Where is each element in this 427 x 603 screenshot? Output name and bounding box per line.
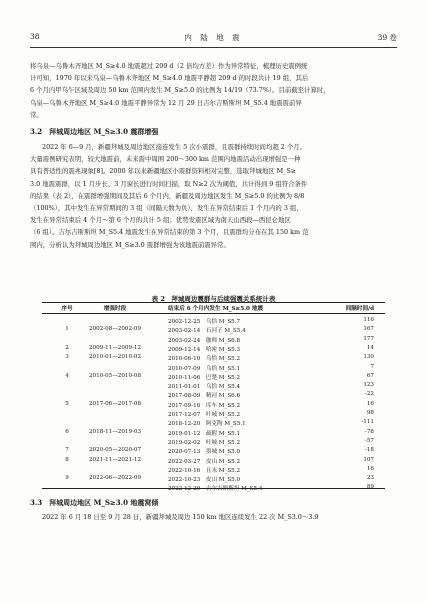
table-cell-period: 2017-06—2017-08 <box>88 400 142 407</box>
text-line: 2022 年 6 月 18 日至 9 月 28 日，新疆拜城及周边 150 km 地区连续发生 22 次 M_S3.0～3.9 <box>42 513 319 521</box>
text-line: 计可知，1970 年以来乌泉—乌鲁木齐地区 M_S≥4.0 地震平静超 209 d 的时段共计 19 组，其后 <box>30 74 309 83</box>
table-top-rule <box>42 302 385 303</box>
table-cell-event: 2019-01-12 疏附 M_S5.1 <box>168 430 241 437</box>
table-cell-event: 2009-12-14 哈密 M_S5.3 <box>168 346 241 353</box>
text-line: 6 个月内甲乌乍区域及周边 50 km 范围内发生 M_S≥5.0 的比例为 14/19（73.7%）。目前截至计算时， <box>30 86 330 95</box>
table-cell-no: 8 <box>65 456 69 463</box>
table-cell-no: 6 <box>65 428 69 435</box>
table-cell-days: 14 <box>366 344 374 351</box>
table-header-no: 序号 <box>61 306 73 312</box>
table-cell-days: 23 <box>366 475 374 482</box>
table-cell-event: 2018-12-20 阿克陶 M_S5.1 <box>168 421 246 428</box>
table-bottom-rule <box>42 488 385 489</box>
header-rule <box>30 47 397 48</box>
table-cell-period: 2022-06—2022-09 <box>88 475 142 482</box>
table-cell-period: 2010-05—2010-08 <box>88 372 142 379</box>
table-cell-event: 2010-06-10 乌恰 M_S5.2 <box>168 356 241 363</box>
table-cell-no: 2 <box>65 344 69 351</box>
section-heading-3-2: 3.2 拜城周边地区 M_S≥3.0 震群增强 <box>30 127 159 136</box>
table-header-period: 增强时段 <box>103 306 127 312</box>
table-cell-event: 2022-03-27 皮山 M_S5.2 <box>168 458 241 465</box>
paragraph-3-3 <box>30 511 399 523</box>
table-cell-days: 167 <box>363 326 374 333</box>
text-line: （100%），其中发生在异常期间的 3 组（间隔天数为负），发生在异常结束后 1 个月内的 3 组， <box>30 204 303 213</box>
table-cell-event: 2022-10-23 皮山 M_S5.0 <box>168 477 241 484</box>
text-line: 2022 年 6—9 月，新疆拜城及周边地区接连发生 5 次小震群，且震群持续时间均超 2 个月。 <box>42 143 307 151</box>
table-cell-period: 2020-05—2020-07 <box>88 447 142 454</box>
table-cell-event: 2017-12-07 叶城 M_S5.2 <box>168 412 241 418</box>
table-cell-event: 2019-02-02 叶城 M_S5.2 <box>168 439 241 446</box>
table-cell-days: 123 <box>363 382 374 389</box>
running-header <box>30 30 397 44</box>
table-cell-event: 2010-07-09 乌恰 M_S5.1 <box>168 365 241 372</box>
text-line: 围内，分析认为拜城周边地区 M_S≥3.0 震群增强为该地震前震异常。 <box>30 240 230 249</box>
table-cell-days: 7 <box>370 363 374 370</box>
text-line: （6 组）。吉尔吉斯斯坦 M_S5.4 地震发生在异常结束的第 3 个月，且震群均分布在其 150 km 范 <box>30 228 309 237</box>
paragraph-3-2 <box>30 141 399 251</box>
table-cell-no: 3 <box>65 354 69 361</box>
table-cell-event: 2010-11-06 巴楚 M_S5.2 <box>168 374 241 381</box>
table-cell-event: 2017-08-09 精河 M_S6.6 <box>168 393 241 400</box>
table-cell-no: 4 <box>65 372 69 379</box>
table-cell-period: 2009-11—2009-12 <box>88 344 142 351</box>
table-cell-days: 116 <box>363 317 374 323</box>
text-line: 的结果（表 2），在震群增强期间及其后 6 个月内，新疆及周边地区发生 M_S≥5.0 的比例为 8/8 <box>30 191 305 200</box>
text-line: 乌泉—乌鲁木齐地区 M_S≥4.0 地震平静异常为 12 月 29 日吉尔吉斯斯坦 M_S5.4 地震震前异 <box>30 98 302 107</box>
table-cell-days: 130 <box>363 354 374 361</box>
journal-title: 内 陆 地 震 <box>184 33 243 42</box>
table-cell-days: 67 <box>366 372 374 379</box>
table-cell-days: 177 <box>363 335 374 342</box>
paragraph-intro <box>30 60 399 121</box>
table-cell-no: 5 <box>65 400 69 407</box>
table-cell-event: 2002-12-25 乌恰 M_S5.7 <box>168 319 241 325</box>
table-cell-event: 2022-12-29 吉尔吉斯斯坦 M_S5.4 <box>168 486 263 493</box>
table-mid-rule <box>42 313 385 314</box>
page-number: 38 <box>30 32 40 41</box>
table-caption: 表 2 拜城周边震群与后续强震关系统计表 <box>151 295 276 303</box>
text-line: 常。 <box>30 110 43 119</box>
table-cell-no: 1 <box>65 326 69 333</box>
table-cell-event: 2003-02-24 伽师 M_S6.8 <box>168 337 241 344</box>
table-cell-days: -22 <box>364 391 374 398</box>
table-header-days: 间隔时间/d <box>345 306 374 312</box>
table-cell-period: 2021-11—2021-12 <box>88 456 142 463</box>
table-cell-days: -78 <box>364 428 374 435</box>
table-cell-event: 2017-09-16 库车 M_S5.2 <box>168 402 241 409</box>
table-cell-event: 2022-10-16 且末 M_S5.2 <box>168 467 241 474</box>
table-cell-no: 7 <box>65 447 69 454</box>
table-cell-days: -57 <box>364 437 374 444</box>
section-heading-3-3: 3.3 拜城周边地区 M_S≥3.0 地震窝倾 <box>30 498 159 507</box>
table-header-events: 结束后 6 个月内发生 M_S≥5.0 地震 <box>168 306 264 312</box>
table-cell-period: 2010-01—2010-02 <box>88 354 142 361</box>
table-cell-period: 2018-11—2019-03 <box>88 428 142 435</box>
table-cell-days: 16 <box>366 400 374 407</box>
table-cell-event: 2003-02-14 石河子 M_S5.4 <box>168 328 246 335</box>
table-cell-days: -18 <box>364 447 374 454</box>
text-line: 3.0 地震震群，以 1 月步长、3 月窗长进行时间扫描，取 N≥2 次为阈值，共计得到 9 组符合条件 <box>30 179 308 188</box>
text-line: 大量震例研究表明，较大地震前，未来震中周围 200～300 km 范围内地震活动出现增强是一种 <box>30 155 301 164</box>
table-cell-days: 16 <box>366 465 374 472</box>
text-line: 发生在异常结束后 4 个月～第 6 个月的共计 5 组；优势发震区域为南天山西段—西昆仑地区 <box>30 216 291 225</box>
table-cell-period: 2002-08—2002-09 <box>88 326 142 333</box>
text-line: 将乌泉—乌鲁木齐地区 M_S≥4.0 地震超过 209 d（2 倍均方差）作为异常特征，梳理历史震例统 <box>30 62 308 70</box>
table-cell-days: -111 <box>361 419 374 426</box>
table-cell-days: 89 <box>366 484 374 491</box>
text-line: 具有普适性的震兆现象[8]。2000 年以来新疆地区小震群资料相对完整，选取拜城地区 M_S≥ <box>30 167 297 176</box>
table-cell-event: 2011-01-01 乌恰 M_S5.4 <box>168 384 241 391</box>
table-cell-days: 98 <box>366 410 374 416</box>
table-cell-days: 107 <box>363 456 374 463</box>
volume-label: 39 卷 <box>377 33 397 42</box>
table-cell-event: 2020-07-13 墨城 M_S5.0 <box>168 449 241 456</box>
table-cell-no: 9 <box>65 475 69 482</box>
